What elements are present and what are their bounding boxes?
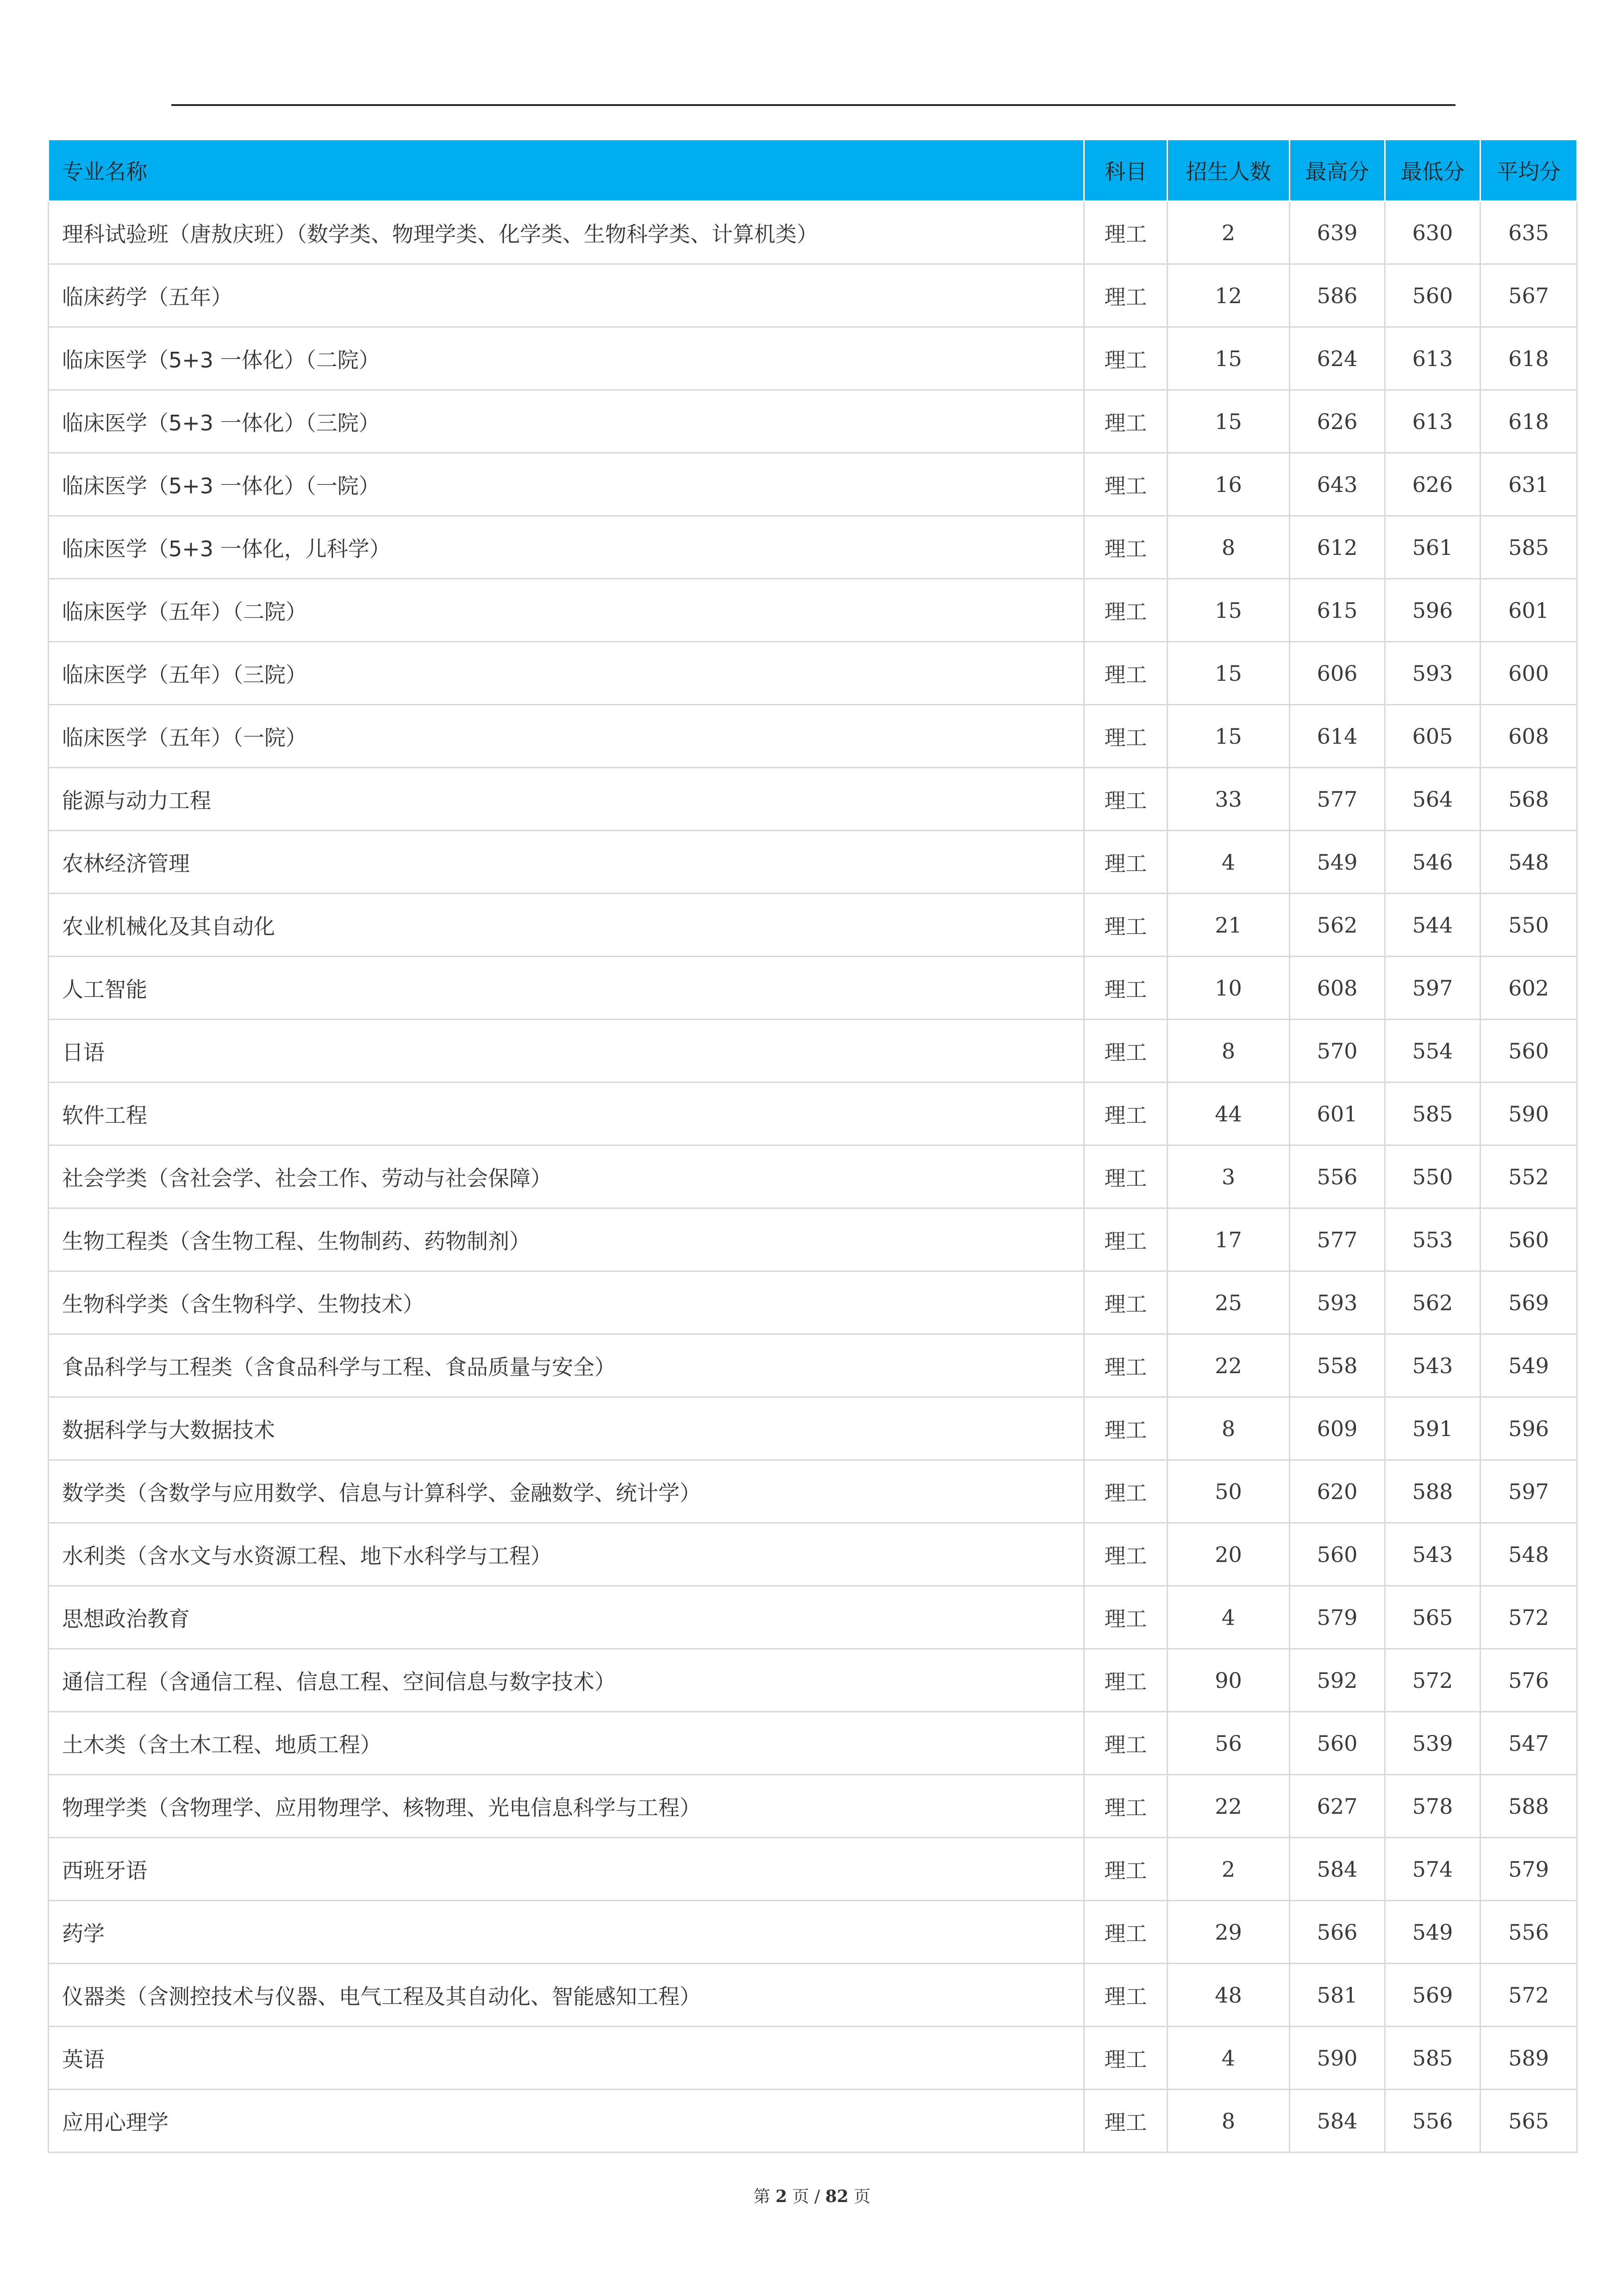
major-name-cell: 药学 [49,1901,1084,1964]
min-score-cell: 546 [1385,831,1480,894]
enrollment-cell: 29 [1168,1901,1290,1964]
major-name-cell: 数据科学与大数据技术 [49,1397,1084,1460]
subject-cell: 理工 [1084,1838,1168,1901]
major-name-cell: 能源与动力工程 [49,768,1084,831]
min-score-cell: 569 [1385,1964,1480,2027]
max-score-cell: 570 [1290,1020,1385,1083]
max-score-cell: 577 [1290,768,1385,831]
avg-score-cell: 548 [1480,831,1577,894]
header-rule [171,104,1455,106]
subject-cell: 理工 [1084,516,1168,579]
major-name-cell: 理科试验班（唐敖庆班）（数学类、物理学类、化学类、生物科学类、计算机类） [49,201,1084,264]
header-major-name: 专业名称 [49,140,1084,201]
enrollment-cell: 15 [1168,579,1290,642]
subject-cell: 理工 [1084,2027,1168,2090]
max-score-cell: 614 [1290,705,1385,768]
table-row [49,327,1577,390]
subject-cell: 理工 [1084,201,1168,264]
major-name-cell: 通信工程（含通信工程、信息工程、空间信息与数字技术） [49,1649,1084,1712]
max-score-cell: 612 [1290,516,1385,579]
table-row [49,1145,1577,1208]
enrollment-cell: 17 [1168,1208,1290,1271]
major-name-cell: 社会学类（含社会学、社会工作、劳动与社会保障） [49,1145,1084,1208]
subject-cell: 理工 [1084,327,1168,390]
min-score-cell: 549 [1385,1901,1480,1964]
major-name-cell: 土木类（含土木工程、地质工程） [49,1712,1084,1775]
avg-score-cell: 552 [1480,1145,1577,1208]
table-row [49,1020,1577,1083]
min-score-cell: 597 [1385,957,1480,1020]
avg-score-cell: 550 [1480,894,1577,957]
major-name-cell: 日语 [49,1020,1084,1083]
major-name-cell: 英语 [49,2027,1084,2090]
enrollment-cell: 48 [1168,1964,1290,2027]
header-avg-score: 平均分 [1480,140,1577,201]
table-row [49,2027,1577,2090]
subject-cell: 理工 [1084,1397,1168,1460]
subject-cell: 理工 [1084,1523,1168,1586]
max-score-cell: 601 [1290,1083,1385,1145]
major-name-cell: 水利类（含水文与水资源工程、地下水科学与工程） [49,1523,1084,1586]
avg-score-cell: 618 [1480,327,1577,390]
major-name-cell: 物理学类（含物理学、应用物理学、核物理、光电信息科学与工程） [49,1775,1084,1838]
page-footer [0,2184,1624,2207]
min-score-cell: 585 [1385,2027,1480,2090]
major-name-cell: 人工智能 [49,957,1084,1020]
subject-cell: 理工 [1084,831,1168,894]
avg-score-cell: 572 [1480,1964,1577,2027]
footer-middle: 页 / [792,2187,820,2206]
enrollment-cell: 15 [1168,642,1290,705]
avg-score-cell: 590 [1480,1083,1577,1145]
subject-cell: 理工 [1084,1964,1168,2027]
header-enrollment: 招生人数 [1168,140,1290,201]
footer-total-pages: 82 [825,2187,849,2206]
min-score-cell: 613 [1385,327,1480,390]
major-name-cell: 临床医学（五年）（二院） [49,579,1084,642]
subject-cell: 理工 [1084,1334,1168,1397]
min-score-cell: 562 [1385,1271,1480,1334]
enrollment-cell: 8 [1168,516,1290,579]
min-score-cell: 596 [1385,579,1480,642]
major-name-cell: 生物科学类（含生物科学、生物技术） [49,1271,1084,1334]
enrollment-cell: 20 [1168,1523,1290,1586]
table-row [49,1838,1577,1901]
max-score-cell: 560 [1290,1523,1385,1586]
max-score-cell: 566 [1290,1901,1385,1964]
table-row [49,957,1577,1020]
min-score-cell: 613 [1385,390,1480,453]
avg-score-cell: 602 [1480,957,1577,1020]
max-score-cell: 556 [1290,1145,1385,1208]
max-score-cell: 584 [1290,1838,1385,1901]
enrollment-cell: 33 [1168,768,1290,831]
table-row [49,705,1577,768]
min-score-cell: 543 [1385,1523,1480,1586]
max-score-cell: 620 [1290,1460,1385,1523]
max-score-cell: 584 [1290,2090,1385,2153]
subject-cell: 理工 [1084,1460,1168,1523]
max-score-cell: 608 [1290,957,1385,1020]
major-name-cell: 软件工程 [49,1083,1084,1145]
avg-score-cell: 576 [1480,1649,1577,1712]
avg-score-cell: 596 [1480,1397,1577,1460]
max-score-cell: 627 [1290,1775,1385,1838]
major-name-cell: 临床医学（五年）（一院） [49,705,1084,768]
enrollment-cell: 15 [1168,705,1290,768]
subject-cell: 理工 [1084,1712,1168,1775]
table-body [49,201,1577,2153]
table-row [49,1586,1577,1649]
enrollment-cell: 2 [1168,201,1290,264]
enrollment-cell: 4 [1168,831,1290,894]
avg-score-cell: 635 [1480,201,1577,264]
max-score-cell: 560 [1290,1712,1385,1775]
max-score-cell: 590 [1290,2027,1385,2090]
enrollment-cell: 15 [1168,327,1290,390]
min-score-cell: 565 [1385,1586,1480,1649]
table-row [49,1271,1577,1334]
subject-cell: 理工 [1084,1208,1168,1271]
min-score-cell: 626 [1385,453,1480,516]
min-score-cell: 574 [1385,1838,1480,1901]
major-name-cell: 临床医学（5+3 一体化）（三院） [49,390,1084,453]
avg-score-cell: 548 [1480,1523,1577,1586]
min-score-cell: 539 [1385,1712,1480,1775]
major-name-cell: 生物工程类（含生物工程、生物制药、药物制剂） [49,1208,1084,1271]
max-score-cell: 639 [1290,201,1385,264]
max-score-cell: 586 [1290,264,1385,327]
table-row [49,264,1577,327]
avg-score-cell: 560 [1480,1020,1577,1083]
max-score-cell: 643 [1290,453,1385,516]
table-row [49,1712,1577,1775]
avg-score-cell: 597 [1480,1460,1577,1523]
table-row [49,516,1577,579]
avg-score-cell: 579 [1480,1838,1577,1901]
enrollment-cell: 16 [1168,453,1290,516]
subject-cell: 理工 [1084,705,1168,768]
subject-cell: 理工 [1084,1649,1168,1712]
subject-cell: 理工 [1084,579,1168,642]
table-row [49,1397,1577,1460]
max-score-cell: 626 [1290,390,1385,453]
footer-prefix: 第 [753,2187,770,2206]
score-table [48,139,1578,2153]
header-max-score: 最高分 [1290,140,1385,201]
enrollment-cell: 15 [1168,390,1290,453]
enrollment-cell: 44 [1168,1083,1290,1145]
subject-cell: 理工 [1084,1145,1168,1208]
enrollment-cell: 21 [1168,894,1290,957]
min-score-cell: 543 [1385,1334,1480,1397]
avg-score-cell: 547 [1480,1712,1577,1775]
major-name-cell: 农林经济管理 [49,831,1084,894]
max-score-cell: 558 [1290,1334,1385,1397]
table-row [49,453,1577,516]
subject-cell: 理工 [1084,768,1168,831]
header-subject: 科目 [1084,140,1168,201]
min-score-cell: 560 [1385,264,1480,327]
min-score-cell: 605 [1385,705,1480,768]
min-score-cell: 561 [1385,516,1480,579]
table-row [49,768,1577,831]
enrollment-cell: 2 [1168,1838,1290,1901]
min-score-cell: 572 [1385,1649,1480,1712]
min-score-cell: 593 [1385,642,1480,705]
avg-score-cell: 568 [1480,768,1577,831]
table-row [49,642,1577,705]
table-row [49,201,1577,264]
enrollment-cell: 10 [1168,957,1290,1020]
enrollment-cell: 4 [1168,2027,1290,2090]
major-name-cell: 临床药学（五年） [49,264,1084,327]
major-name-cell: 数学类（含数学与应用数学、信息与计算科学、金融数学、统计学） [49,1460,1084,1523]
table-row [49,390,1577,453]
subject-cell: 理工 [1084,1586,1168,1649]
subject-cell: 理工 [1084,957,1168,1020]
table-header-row [49,140,1577,201]
min-score-cell: 591 [1385,1397,1480,1460]
subject-cell: 理工 [1084,453,1168,516]
enrollment-cell: 90 [1168,1649,1290,1712]
max-score-cell: 577 [1290,1208,1385,1271]
major-name-cell: 临床医学（5+3 一体化）（二院） [49,327,1084,390]
subject-cell: 理工 [1084,894,1168,957]
footer-suffix: 页 [854,2187,871,2206]
min-score-cell: 585 [1385,1083,1480,1145]
enrollment-cell: 8 [1168,2090,1290,2153]
min-score-cell: 544 [1385,894,1480,957]
subject-cell: 理工 [1084,642,1168,705]
avg-score-cell: 618 [1480,390,1577,453]
max-score-cell: 562 [1290,894,1385,957]
major-name-cell: 应用心理学 [49,2090,1084,2153]
subject-cell: 理工 [1084,2090,1168,2153]
table-row [49,1460,1577,1523]
table-row [49,1083,1577,1145]
min-score-cell: 578 [1385,1775,1480,1838]
avg-score-cell: 601 [1480,579,1577,642]
avg-score-cell: 572 [1480,1586,1577,1649]
table-row [49,1649,1577,1712]
max-score-cell: 606 [1290,642,1385,705]
max-score-cell: 624 [1290,327,1385,390]
enrollment-cell: 50 [1168,1460,1290,1523]
major-name-cell: 临床医学（5+3 一体化，儿科学） [49,516,1084,579]
table-row [49,1964,1577,2027]
table-row [49,1208,1577,1271]
subject-cell: 理工 [1084,1775,1168,1838]
table-row [49,2090,1577,2153]
table-row [49,1334,1577,1397]
major-name-cell: 临床医学（五年）（三院） [49,642,1084,705]
subject-cell: 理工 [1084,390,1168,453]
enrollment-cell: 8 [1168,1397,1290,1460]
table-row [49,579,1577,642]
min-score-cell: 553 [1385,1208,1480,1271]
avg-score-cell: 589 [1480,2027,1577,2090]
max-score-cell: 615 [1290,579,1385,642]
enrollment-cell: 3 [1168,1145,1290,1208]
enrollment-cell: 56 [1168,1712,1290,1775]
avg-score-cell: 569 [1480,1271,1577,1334]
max-score-cell: 581 [1290,1964,1385,2027]
avg-score-cell: 608 [1480,705,1577,768]
table-row [49,1901,1577,1964]
subject-cell: 理工 [1084,1901,1168,1964]
subject-cell: 理工 [1084,264,1168,327]
max-score-cell: 593 [1290,1271,1385,1334]
enrollment-cell: 4 [1168,1586,1290,1649]
avg-score-cell: 585 [1480,516,1577,579]
avg-score-cell: 560 [1480,1208,1577,1271]
min-score-cell: 550 [1385,1145,1480,1208]
header-min-score: 最低分 [1385,140,1480,201]
avg-score-cell: 567 [1480,264,1577,327]
table-row [49,1523,1577,1586]
subject-cell: 理工 [1084,1271,1168,1334]
min-score-cell: 588 [1385,1460,1480,1523]
major-name-cell: 农业机械化及其自动化 [49,894,1084,957]
score-table-container [48,139,1576,2153]
enrollment-cell: 22 [1168,1775,1290,1838]
table-row [49,894,1577,957]
avg-score-cell: 588 [1480,1775,1577,1838]
max-score-cell: 609 [1290,1397,1385,1460]
max-score-cell: 592 [1290,1649,1385,1712]
avg-score-cell: 556 [1480,1901,1577,1964]
min-score-cell: 556 [1385,2090,1480,2153]
table-row [49,1775,1577,1838]
table-row [49,831,1577,894]
avg-score-cell: 549 [1480,1334,1577,1397]
subject-cell: 理工 [1084,1083,1168,1145]
major-name-cell: 仪器类（含测控技术与仪器、电气工程及其自动化、智能感知工程） [49,1964,1084,2027]
min-score-cell: 564 [1385,768,1480,831]
max-score-cell: 579 [1290,1586,1385,1649]
enrollment-cell: 25 [1168,1271,1290,1334]
subject-cell: 理工 [1084,1020,1168,1083]
min-score-cell: 630 [1385,201,1480,264]
major-name-cell: 临床医学（5+3 一体化）（一院） [49,453,1084,516]
avg-score-cell: 631 [1480,453,1577,516]
footer-page-number: 2 [775,2187,787,2206]
major-name-cell: 西班牙语 [49,1838,1084,1901]
max-score-cell: 549 [1290,831,1385,894]
enrollment-cell: 22 [1168,1334,1290,1397]
major-name-cell: 食品科学与工程类（含食品科学与工程、食品质量与安全） [49,1334,1084,1397]
enrollment-cell: 8 [1168,1020,1290,1083]
avg-score-cell: 600 [1480,642,1577,705]
avg-score-cell: 565 [1480,2090,1577,2153]
enrollment-cell: 12 [1168,264,1290,327]
major-name-cell: 思想政治教育 [49,1586,1084,1649]
min-score-cell: 554 [1385,1020,1480,1083]
